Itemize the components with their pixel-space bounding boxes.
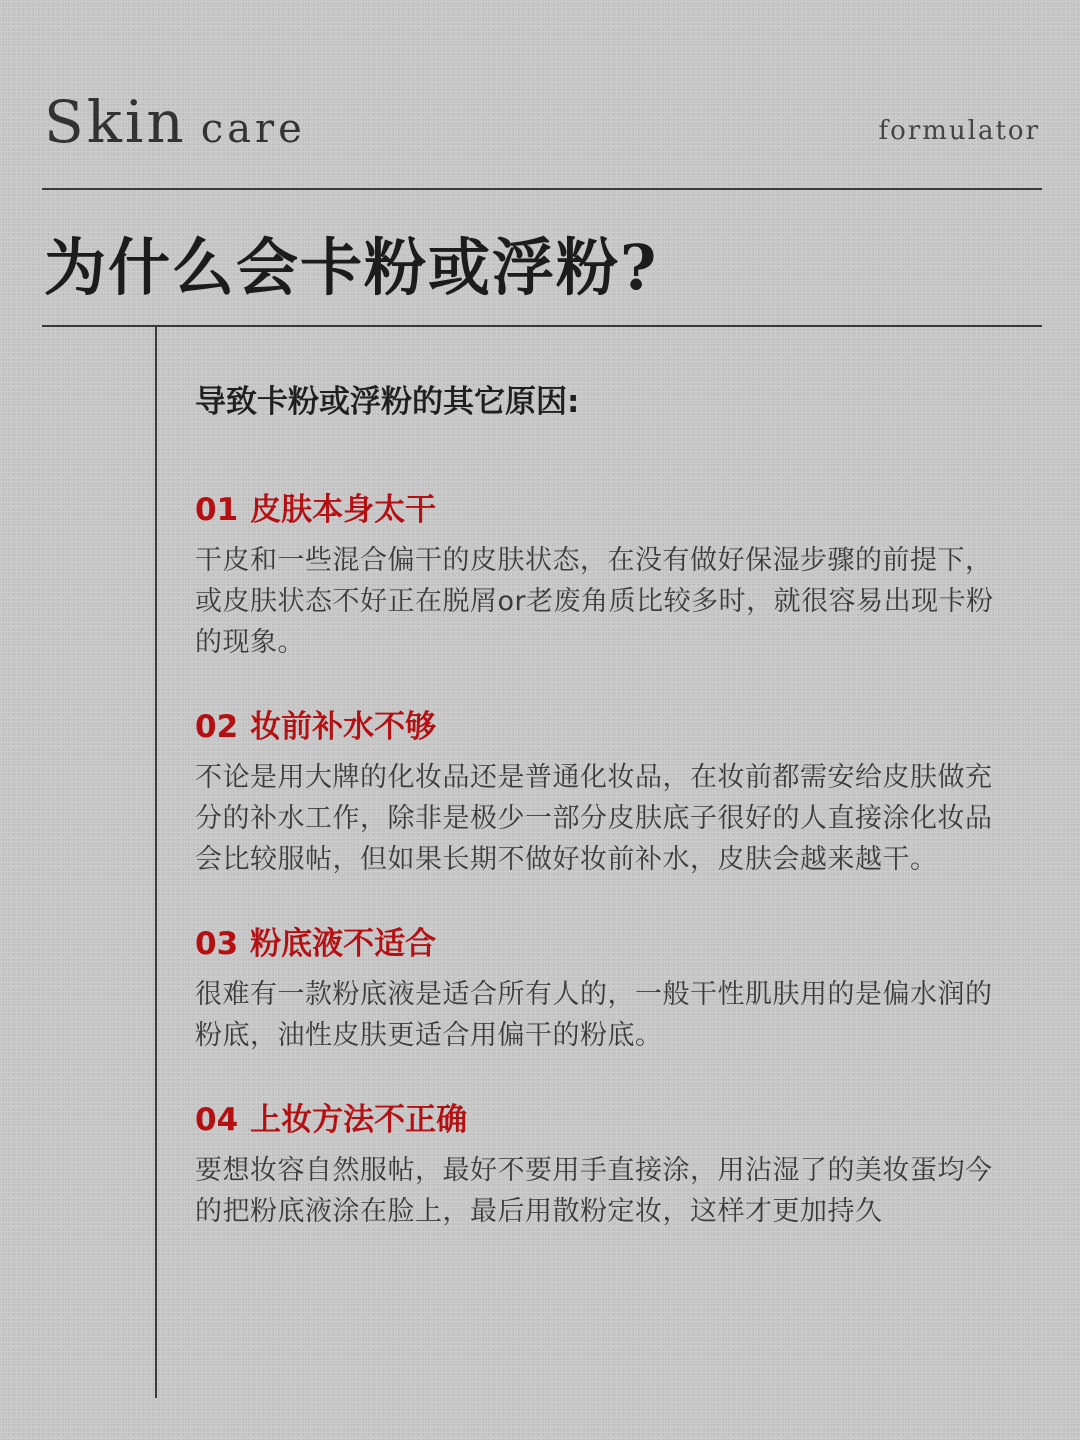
section-title-text: 上妆方法不正确	[250, 1102, 468, 1138]
section-body: 要想妆容自然服帖，最好不要用手直接涂，用沾湿了的美妆蛋均今的把粉底液涂在脸上，最后用散粉定妆，这样才更加持久	[195, 1155, 993, 1227]
brand-skin-text: Skin	[44, 88, 187, 156]
section-03	[195, 920, 1015, 1056]
title-divider	[42, 325, 1042, 327]
section-title	[195, 486, 1015, 534]
page-title: 为什么会卡粉或浮粉?	[44, 231, 659, 304]
brand-logo	[44, 88, 306, 156]
section-title-text: 粉底液不适合	[250, 926, 437, 962]
formulator-label: formulator	[878, 116, 1040, 146]
section-number: 01	[195, 492, 239, 528]
section-body: 干皮和一些混合偏干的皮肤状态，在没有做好保湿步骤的前提下，或皮肤状态不好正在脱屑or老废角质比较多时，就很容易出现卡粉的现象。	[195, 545, 994, 658]
section-01	[195, 486, 1015, 663]
section-title	[195, 920, 1015, 968]
section-body: 不论是用大牌的化妆品还是普通化妆品，在妆前都需安给皮肤做充分的补水工作，除非是极少一部分皮肤底子很好的人直接涂化妆品会比较服帖，但如果长期不做好妆前补水，皮肤会越来越干。	[195, 762, 993, 875]
top-divider	[42, 188, 1042, 190]
vertical-divider	[155, 326, 157, 1398]
section-04	[195, 1096, 1015, 1232]
content-area	[195, 380, 1015, 1272]
section-02	[195, 703, 1015, 880]
section-title	[195, 1096, 1015, 1144]
section-title	[195, 703, 1015, 751]
section-number: 04	[195, 1102, 239, 1138]
brand-care-text: care	[200, 106, 306, 152]
section-number: 03	[195, 926, 239, 962]
section-number: 02	[195, 709, 239, 745]
subheading: 导致卡粉或浮粉的其它原因:	[195, 384, 580, 420]
section-title-text: 妆前补水不够	[250, 709, 437, 745]
section-title-text: 皮肤本身太干	[250, 492, 437, 528]
section-body: 很难有一款粉底液是适合所有人的，一般干性肌肤用的是偏水润的粉底，油性皮肤更适合用偏干的粉底。	[195, 979, 993, 1051]
